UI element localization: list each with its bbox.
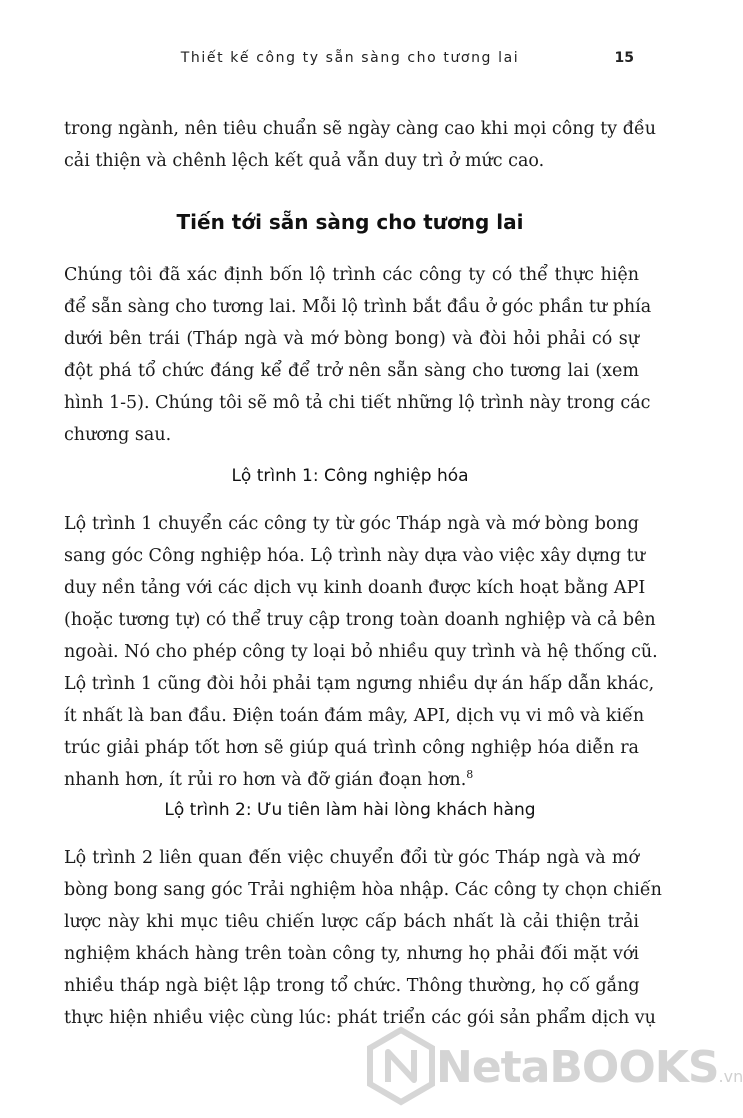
text-line: cải thiện và chênh lệch kết quả vẫn duy trì ở mức cao. <box>64 151 545 171</box>
route1-heading: Lộ trình 1: Công nghiệp hóa <box>231 466 469 486</box>
text-line: Chúng tôi đã xác định bốn lộ trình các công ty có thể thực hiện <box>64 265 639 285</box>
watermark <box>364 1026 743 1106</box>
text-line: thực hiện nhiều việc cùng lúc: phát triển các gói sản phẩm dịch vụ <box>64 1008 656 1028</box>
text-line: bòng bong sang góc Trải nghiệm hòa nhập. Các công ty chọn chiến <box>64 880 662 900</box>
text-line: trong ngành, nên tiêu chuẩn sẽ ngày càng cao khi mọi công ty đều <box>64 119 657 139</box>
text-line: trúc giải pháp tốt hơn sẽ giúp quá trình công nghiệp hóa diễn ra <box>64 738 639 758</box>
section-heading: Tiến tới sẵn sàng cho tương lai <box>176 210 524 234</box>
text-line: sang góc Công nghiệp hóa. Lộ trình này dựa vào việc xây dựng tư <box>64 546 645 566</box>
watermark-suffix: .vn <box>718 1067 743 1086</box>
watermark-text <box>436 1042 743 1093</box>
route2-heading: Lộ trình 2: Ưu tiên làm hài lòng khách hàng <box>164 800 536 820</box>
text-line: nhiều tháp ngà biệt lập trong tổ chức. Thông thường, họ cố gắng <box>64 976 640 996</box>
text-line: (hoặc tương tự) có thể truy cập trong toàn doanh nghiệp và cả bên <box>64 610 656 630</box>
text-line: Lộ trình 1 cũng đòi hỏi phải tạm ngưng nhiều dự án hấp dẫn khác, <box>64 674 655 694</box>
text-line: Lộ trình 2 liên quan đến việc chuyển đổi từ góc Tháp ngà và mớ <box>64 848 639 868</box>
text-line: nhanh hơn, ít rủi ro hơn và đỡ gián đoạn hơn. <box>64 770 467 790</box>
text-line: duy nền tảng với các dịch vụ kinh doanh được kích hoạt bằng API <box>64 578 646 598</box>
text-line: đột phá tổ chức đáng kể để trở nên sẵn sàng cho tương lai (xem <box>64 361 639 381</box>
text-line-last <box>64 764 639 797</box>
running-title: Thiết kế công ty sẵn sàng cho tương lai <box>180 50 520 66</box>
running-head <box>0 50 700 74</box>
text-line: để sẵn sàng cho tương lai. Mỗi lộ trình bắt đầu ở góc phần tư phía <box>64 297 652 317</box>
text-line: hình 1-5). Chúng tôi sẽ mô tả chi tiết những lộ trình này trong các <box>64 393 651 413</box>
watermark-brand: NetaBOOKS <box>436 1042 719 1093</box>
text-line: chương sau. <box>64 425 172 445</box>
text-line: lược này khi mục tiêu chiến lược cấp bách nhất là cải thiện trải <box>64 912 639 932</box>
text-line: nghiệm khách hàng trên toàn công ty, nhưng họ phải đối mặt với <box>64 944 639 964</box>
text-line: ít nhất là ban đầu. Điện toán đám mây, API, dịch vụ vi mô và kiến <box>64 706 645 726</box>
text-line: dưới bên trái (Tháp ngà và mớ bòng bong) và đòi hỏi phải có sự <box>64 329 639 349</box>
text-line: Lộ trình 1 chuyển các công ty từ góc Tháp ngà và mớ bòng bong <box>64 514 639 534</box>
page-number: 15 <box>614 50 634 66</box>
netabooks-logo-icon <box>364 1026 438 1106</box>
text-line: ngoài. Nó cho phép công ty loại bỏ nhiều quy trình và hệ thống cũ. <box>64 642 658 662</box>
footnote-reference: 8 <box>466 768 474 782</box>
